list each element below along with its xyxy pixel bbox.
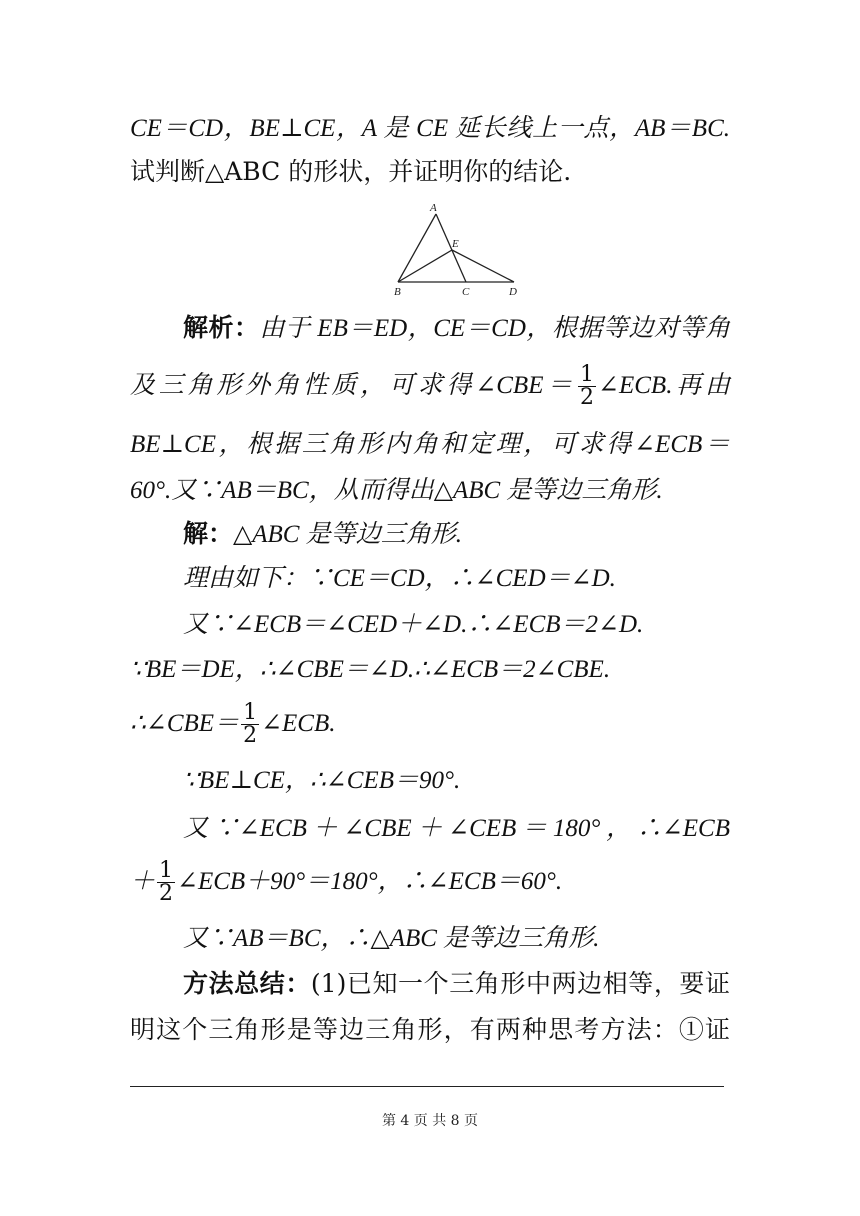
fraction-numerator: 1	[243, 700, 258, 725]
footer-divider	[130, 1086, 724, 1087]
fraction-half	[241, 702, 259, 747]
method-heading: 方法总结：	[183, 969, 311, 998]
method-line-1	[183, 968, 730, 1000]
solution-line-2	[183, 562, 730, 595]
analysis-line-4	[130, 474, 730, 507]
solution-text-2: 理由如下：∵CE＝CD，∴∠CED＝∠D.	[183, 565, 616, 592]
solution-line-7	[183, 812, 730, 845]
fraction-half	[157, 860, 175, 905]
fraction-denominator: 2	[580, 385, 595, 410]
solution-text-9: 又∵AB＝BC，∴△ABC 是等边三角形.	[183, 925, 600, 952]
problem-line-2	[130, 156, 730, 188]
solution-text-5a: ∴∠CBE＝	[130, 710, 240, 737]
analysis-text-4: 60°.又∵AB＝BC，从而得出△ABC 是等边三角形.	[130, 477, 663, 504]
solution-line-4	[130, 653, 730, 686]
fraction-denominator: 2	[243, 723, 258, 748]
page-footer: 第 4 页 共 8 页	[381, 1113, 479, 1129]
fraction-numerator: 1	[159, 858, 174, 883]
problem-text-1: CE＝CD，BE⊥CE，A 是 CE 延长线上一点，AB＝BC.	[130, 115, 730, 142]
method-line-2	[130, 1014, 730, 1046]
solution-line-6	[183, 764, 730, 797]
fraction-half	[578, 364, 596, 409]
solution-text-4: ∵BE＝DE，∴∠CBE＝∠D.∴∠ECB＝2∠CBE.	[130, 656, 611, 683]
problem-text-2: 试判断△ABC 的形状，并证明你的结论.	[130, 157, 572, 186]
label-C: C	[462, 286, 470, 298]
analysis-line-2	[130, 364, 730, 409]
label-B: B	[394, 286, 401, 298]
analysis-text-2a: 及三角形外角性质，可求得∠CBE＝	[130, 372, 577, 399]
solution-line-3	[183, 608, 730, 641]
solution-text-1: △ABC 是等边三角形.	[233, 521, 462, 548]
fraction-numerator: 1	[580, 362, 595, 387]
solution-text-3: 又∵∠ECB＝∠CED＋∠D.∴∠ECB＝2∠D.	[183, 611, 644, 638]
solution-text-8a: ＋	[130, 868, 156, 895]
analysis-line-3	[130, 428, 730, 461]
solution-text-5b: ∠ECB.	[261, 710, 336, 737]
solution-line-8	[130, 860, 730, 905]
label-D: D	[509, 286, 517, 298]
method-text-1: (1)已知一个三角形中两边相等，要证	[310, 969, 730, 998]
label-A: A	[430, 202, 437, 214]
analysis-text-3: BE⊥CE，根据三角形内角和定理，可求得∠ECB＝	[130, 431, 730, 458]
solution-line-1	[183, 518, 730, 551]
segment-BE	[398, 250, 452, 282]
analysis-line-1	[183, 312, 730, 345]
solution-heading: 解：	[183, 519, 234, 548]
solution-text-6: ∵BE⊥CE，∴∠CEB＝90°.	[183, 767, 461, 794]
triangle-figure	[390, 200, 530, 300]
analysis-text-2b: ∠ECB.再由	[598, 372, 730, 399]
label-E: E	[452, 238, 459, 250]
analysis-heading: 解析：	[183, 313, 260, 342]
analysis-text-1: 由于 EB＝ED，CE＝CD，根据等边对等角	[259, 315, 730, 342]
segment-AB	[398, 214, 436, 282]
segment-AC	[436, 214, 466, 282]
solution-line-5	[130, 702, 730, 747]
problem-line-1	[130, 112, 730, 145]
solution-line-9	[183, 922, 730, 955]
solution-text-8b: ∠ECB＋90°＝180°，∴∠ECB＝60°.	[177, 868, 563, 895]
solution-text-7: 又∵∠ECB＋∠CBE＋∠CEB＝180°，∴∠ECB	[183, 815, 730, 842]
segment-ED	[452, 250, 514, 282]
method-text-2: 明这个三角形是等边三角形，有两种思考方法：①证	[130, 1015, 730, 1044]
fraction-denominator: 2	[159, 881, 174, 906]
